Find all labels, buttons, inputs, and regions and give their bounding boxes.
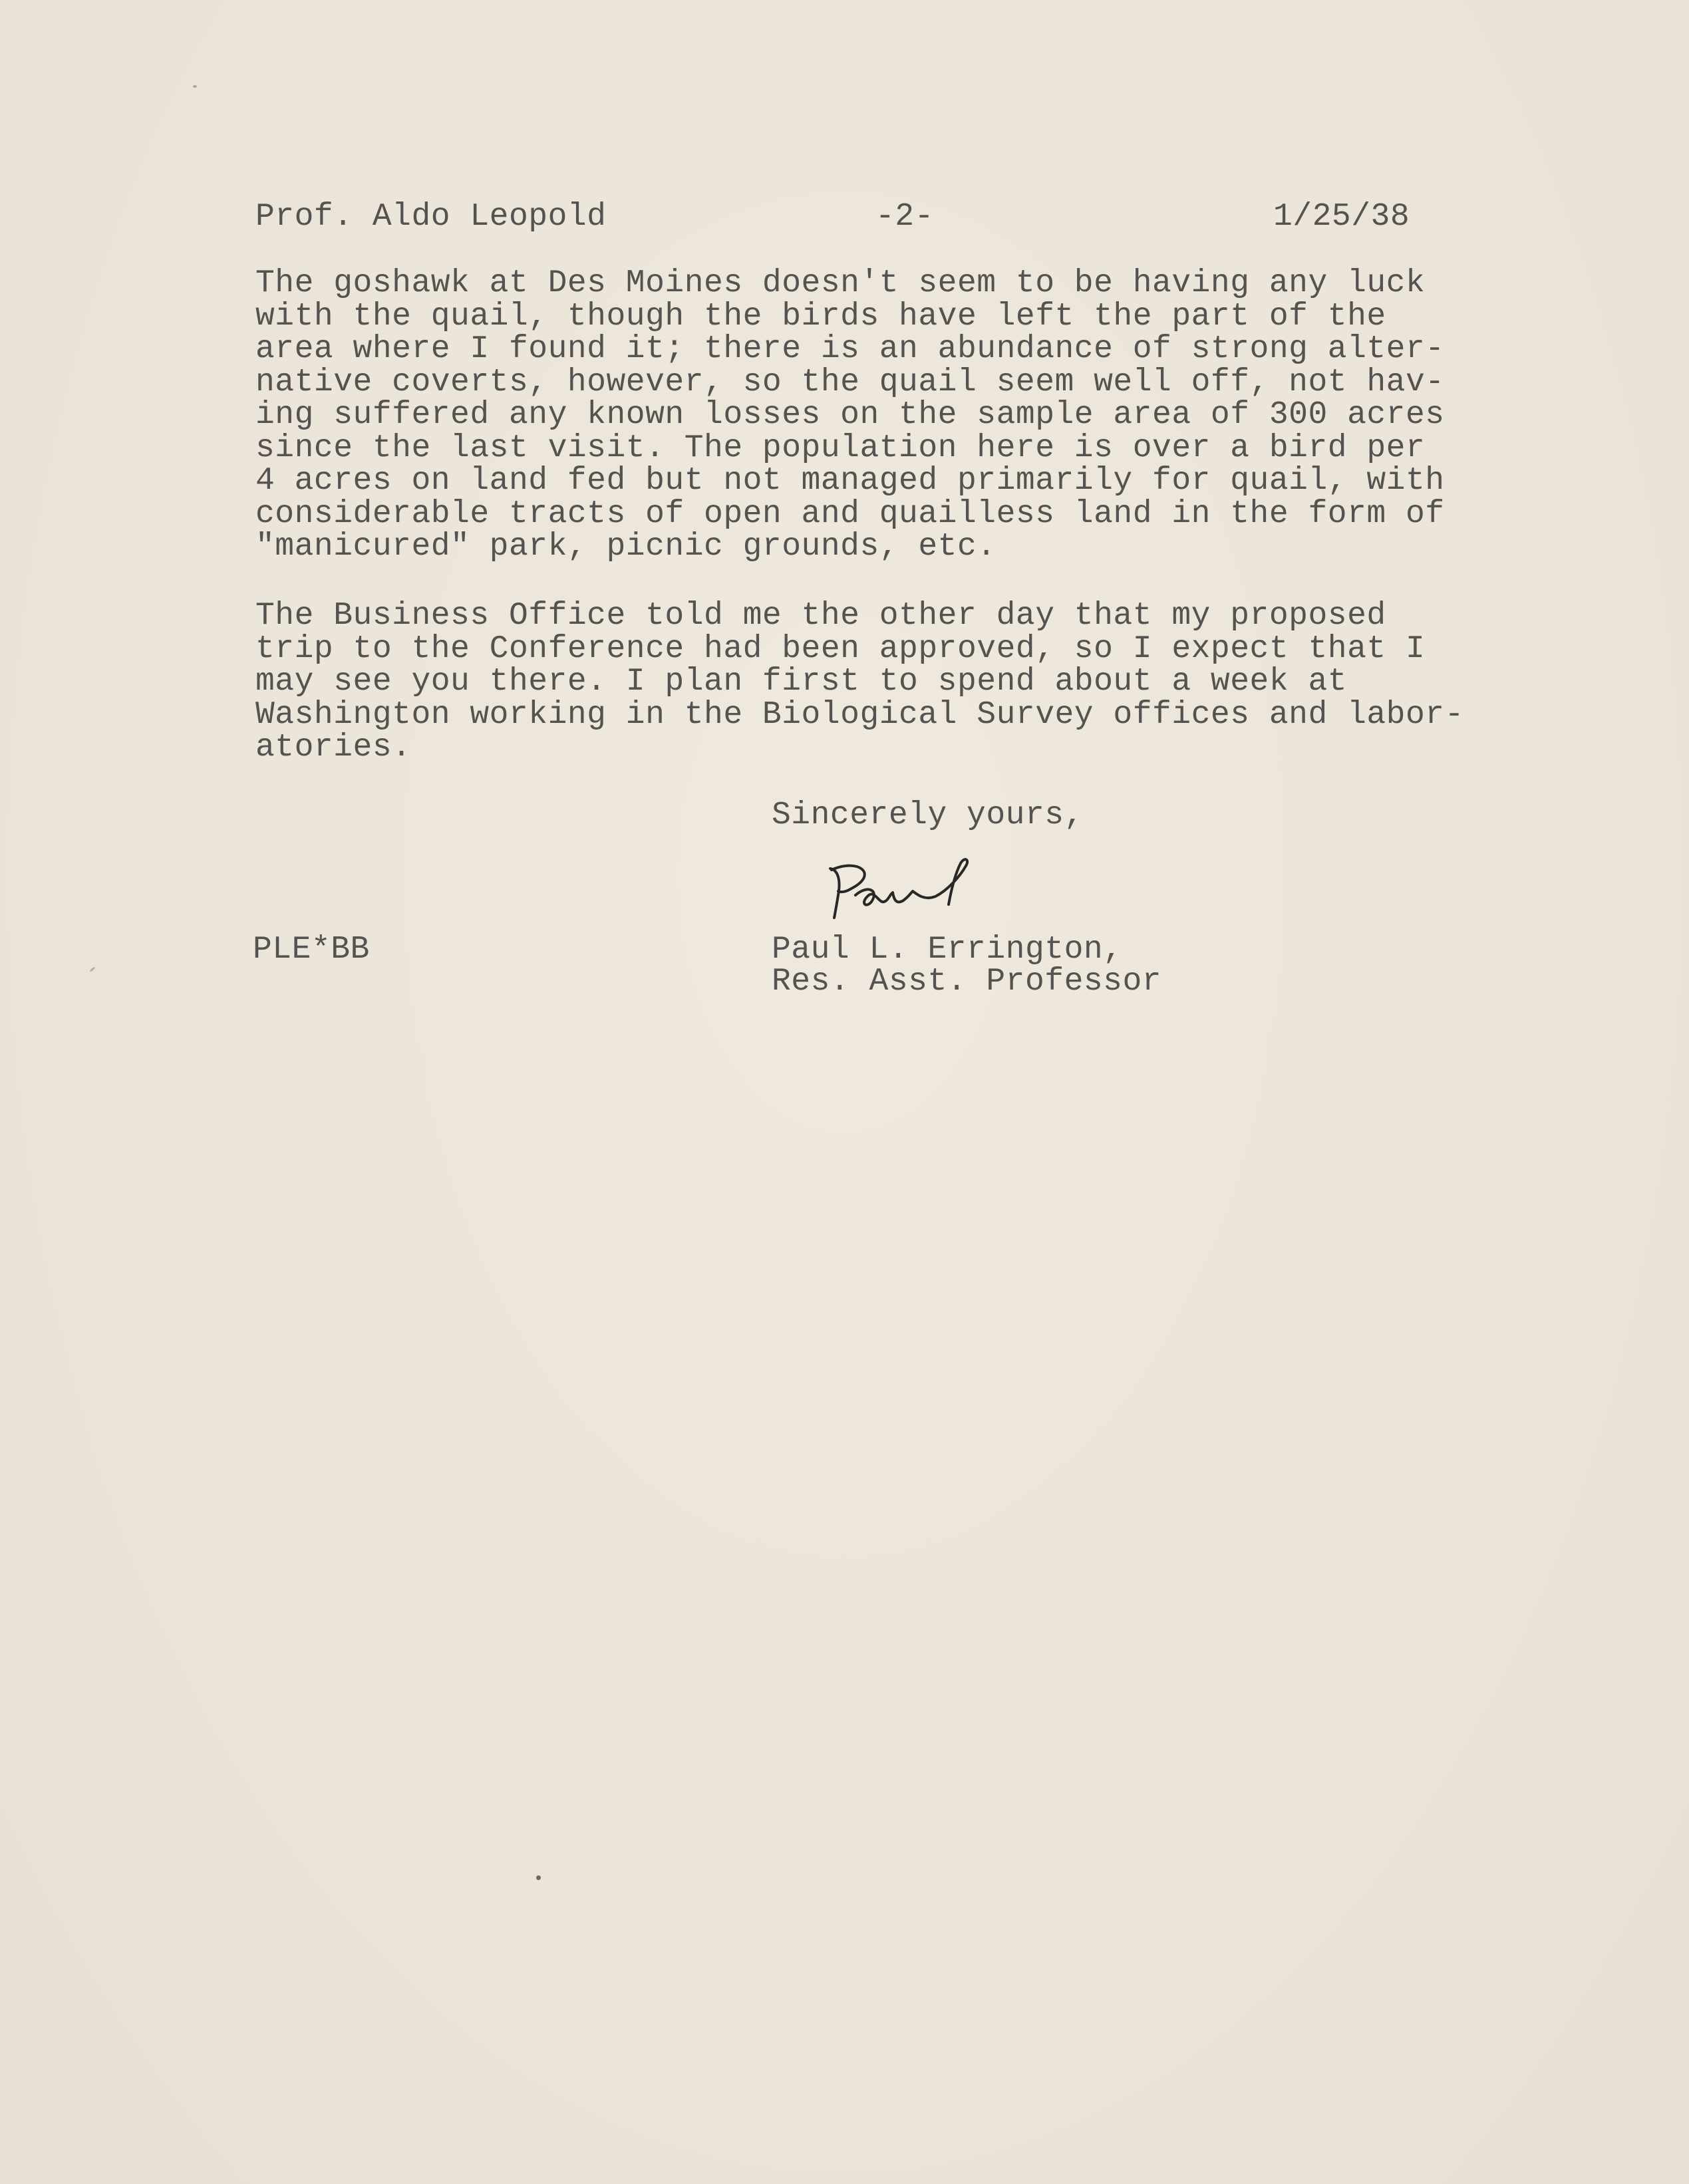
paper-speck (193, 85, 197, 88)
recipient-line: Prof. Aldo Leopold (255, 199, 607, 235)
letter-date: 1/25/38 (1273, 199, 1410, 235)
signer-name: Paul L. Errington, (772, 932, 1123, 968)
signer-title: Res. Asst. Professor (772, 964, 1162, 1000)
handwritten-signature (818, 854, 1004, 927)
page-number: -2- (875, 199, 934, 235)
paper-speck (536, 1875, 541, 1880)
paper-speck (89, 966, 96, 972)
reference-initials: PLE*BB (253, 932, 370, 968)
body-paragraph-1: The goshawk at Des Moines doesn't seem to be having any luck with the quail, though the birds have left the part of the area where I found it; there is an abundance of strong alter- native coverts, however, so the quail seem well off, not hav- ing suffered any known losses on the sample area of 300 acres since the last visit. The population here is over a bird per 4 acres on land fed but not managed primarily for quail, with considerable tracts of open and quailless land in the form of "manicured" park, picnic grounds, etc. (255, 265, 1445, 565)
body-paragraph-2: The Business Office told me the other day that my proposed trip to the Conference had been approved, so I expect that I may see you there. I plan first to spend about a week at Washington working in the Biological Survey offices and labor- atories. (255, 598, 1464, 765)
closing-line: Sincerely yours, (772, 797, 1084, 833)
